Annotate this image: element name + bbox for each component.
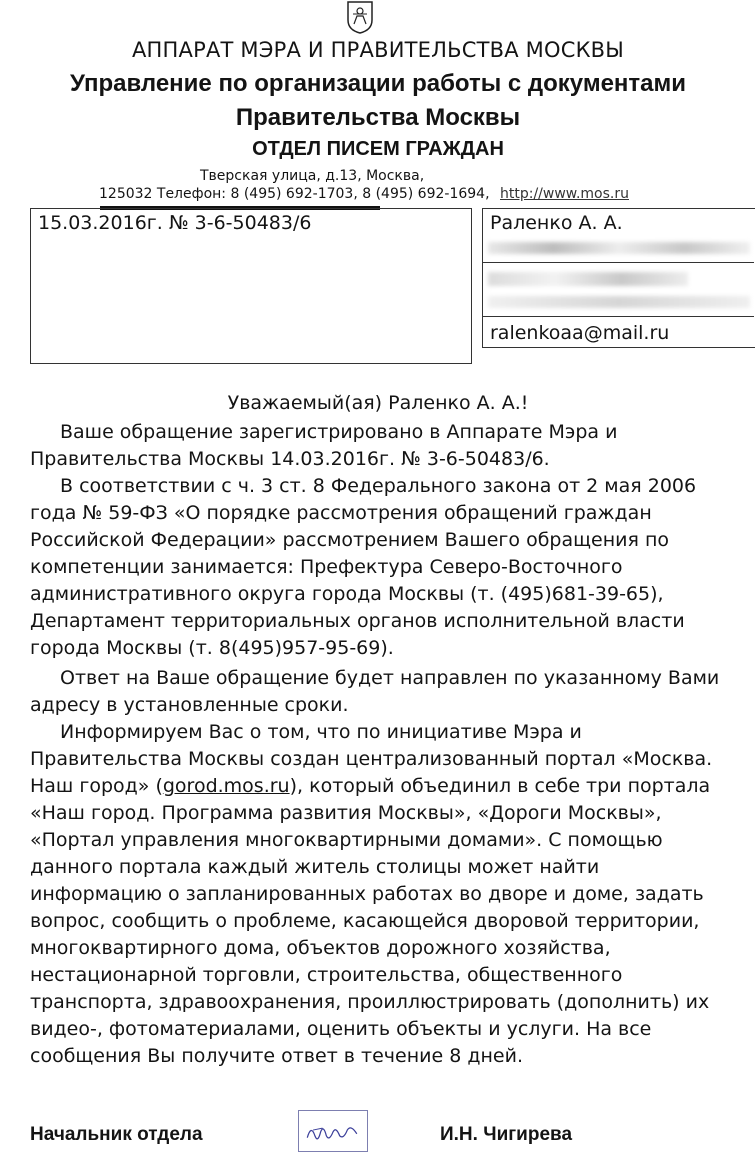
paragraph-text: ), который объединил в себе три портала «Наш город. Программа развития Москвы», «Дороги Москвы», «Портал управления многоквартирными домами». С помощью данного портала каждый житель столицы может найти информацию о запланированных работах во дворе и доме, задать вопрос, сообщить о проблеме, касающейся дворовой территории, многоквартирного дома, объектов дорожного хозяйства, нестационарной торговли, строительства, общественного транспорта, здравоохранения, проиллюстрировать (дополнить) их видео-, фотоматериалами, оценить объекты и услуги. На все сообщения Вы получите ответ в течение 8 дней. (30, 775, 711, 1067)
recipient-divider (482, 316, 754, 317)
dept-title-line2: Правительства Москвы (235, 104, 521, 131)
phone-line: 125032 Телефон: 8 (495) 692-1703, 8 (495) 692-1694, (99, 186, 490, 202)
coat-of-arms-icon (345, 0, 375, 34)
redacted-address-line (488, 242, 750, 254)
paragraph-registration (30, 419, 730, 473)
signer-title: Начальник отдела (30, 1124, 203, 1145)
paragraph-line (30, 746, 730, 1070)
paragraph-line: Ответ на Ваше обращение будет направлен по указанному Вами (60, 667, 720, 689)
paragraph-line: адресу в установленные сроки. (30, 694, 349, 716)
handwritten-signature (298, 1110, 368, 1152)
redacted-address-line (488, 272, 688, 286)
recipient-name: Раленко А. А. (490, 212, 623, 234)
greeting: Уважаемый(ая) Раленко А. А.! (227, 392, 529, 414)
redacted-address-line (488, 296, 750, 308)
paragraph-line: Правительства Москвы 14.03.2016г. № 3-6-50483/6. (30, 448, 550, 470)
division-title: ОТДЕЛ ПИСЕМ ГРАЖДАН (252, 138, 504, 160)
org-title: АППАРАТ МЭРА И ПРАВИТЕЛЬСТВА МОСКВЫ (131, 38, 625, 62)
address: Тверская улица, д.13, Москва, (200, 168, 425, 184)
paragraph-line: В соответствии с ч. 3 ст. 8 Федерального закона от 2 мая 2006 (60, 475, 697, 497)
registration-number: 15.03.2016г. № 3-6-50483/6 (38, 212, 312, 234)
signer-name: И.Н. Чигирева (440, 1124, 573, 1145)
website-link[interactable]: http://www.mos.ru (500, 186, 629, 202)
paragraph-line: года № 59-ФЗ «О порядке рассмотрения обращений граждан Российской Федерации» рассмотрением Вашего обращения по компетенции занимается: Префектура Северо-Восточного административного округа города Москвы (т. (495)681-39-65), Департамент территориальных органов исполнительной власти города Москвы (т. 8(495)957-95-69). (30, 502, 685, 659)
paragraph-answer (30, 665, 730, 719)
paragraph-text: Правительства Москвы создан централизованный портал «Москва. Наш город» ( (30, 748, 713, 797)
recipient-email: ralenkoaa@mail.ru (490, 322, 670, 344)
paragraph-competence (30, 473, 730, 662)
dept-title-line1: Управление по организации работы с документами (69, 70, 687, 97)
recipient-divider (482, 262, 754, 263)
paragraph-portal (30, 719, 730, 1070)
paragraph-line: Информируем Вас о том, что по инициативе Мэра и (60, 721, 582, 743)
portal-link[interactable]: gorod.mos.ru (162, 775, 290, 797)
paragraph-line: Ваше обращение зарегистрировано в Аппарате Мэра и (60, 421, 618, 443)
